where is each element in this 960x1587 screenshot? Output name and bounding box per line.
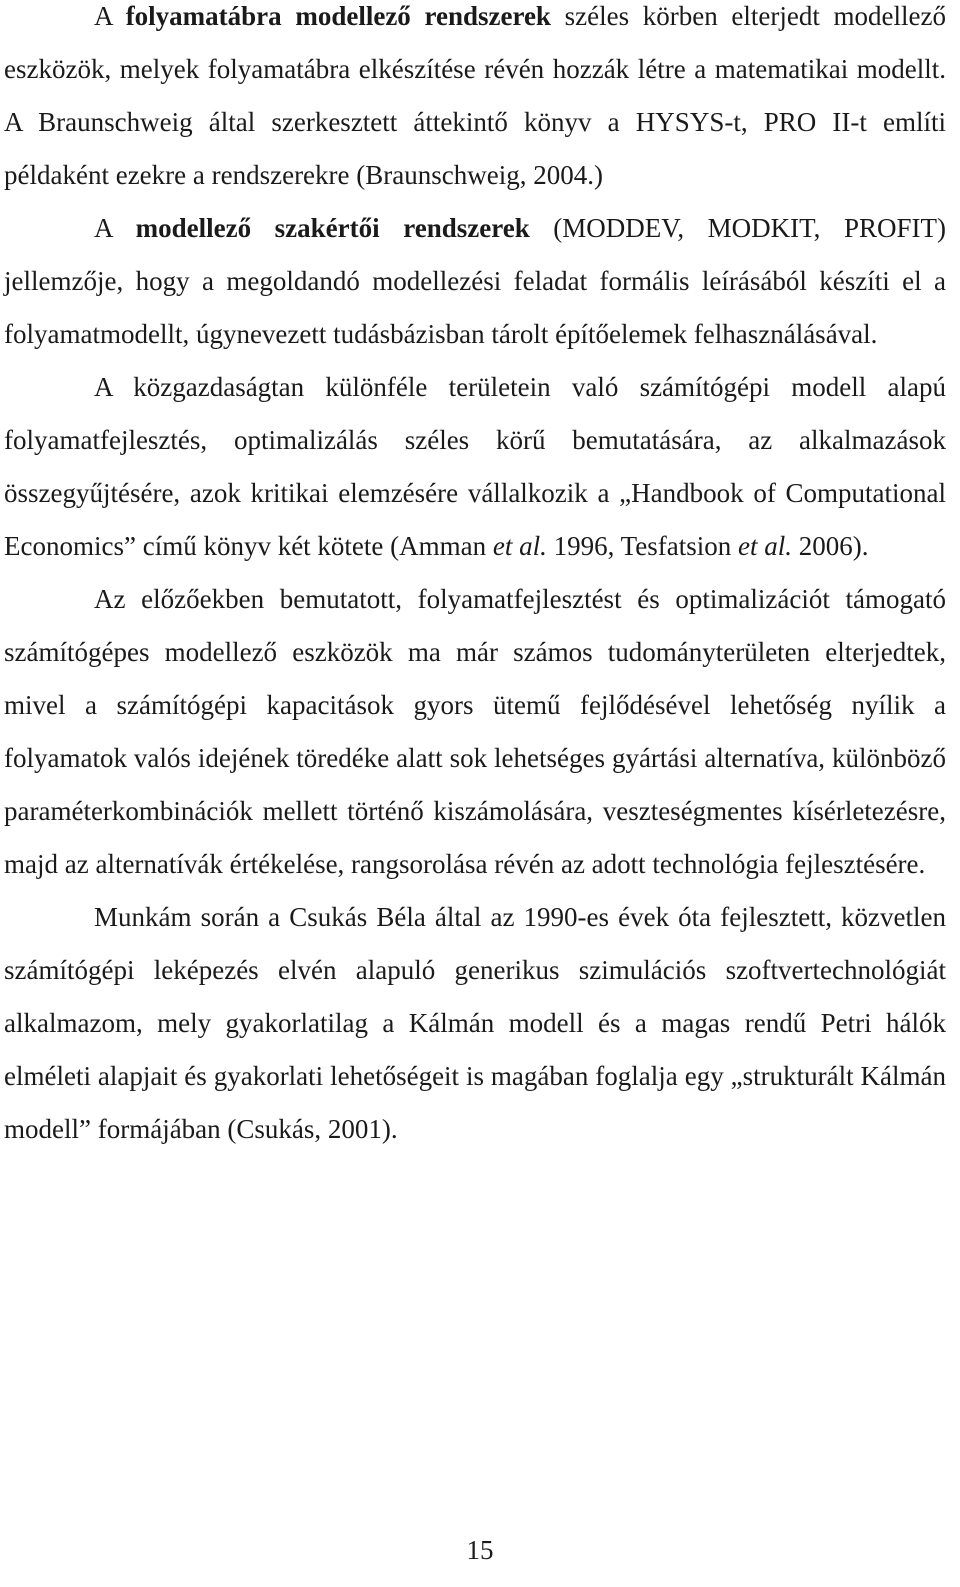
bold-term: folyamatábra modellező rendszerek [125, 1, 551, 31]
paragraph-text: (MODDEV, MODKIT, PROFIT) jellemzője, hogy a megoldandó modellezési feladat formális leírásából készíti el a folyamatmodellt, úgynevezett tudásbázisban tárolt építőelemek felhasználásával. [4, 213, 946, 349]
paragraph-text: 2006). [791, 531, 869, 561]
document-body [4, 0, 946, 1156]
paragraph-text: 1996, Tesfatsion [546, 531, 738, 561]
paragraph-expert-systems [4, 202, 946, 361]
paragraph-text: Az előzőekben bemutatott, folyamatfejlesztést és optimalizációt támogató számítógépes modellező eszközök ma már számos tudományterületen elterjedtek, mivel a számítógépi kapacitások gyors ütemű fejlődésével lehetőség nyílik a folyamatok valós idejének töredéke alatt sok lehetséges gyártási alternatíva, különböző paraméterkombinációk mellett történő kiszámolására, veszteségmentes kísérletezésre, majd az alternatívák értékelése, rangsorolása révén az adott technológia fejlesztésére. [4, 584, 946, 879]
italic-et-al: et al. [492, 531, 547, 561]
paragraph-flowsheet-systems [4, 0, 946, 202]
paragraph-modelling-tools [4, 573, 946, 891]
paragraph-own-work [4, 891, 946, 1156]
bold-term: modellező szakértői rendszerek [135, 213, 530, 243]
paragraph-text: A közgazdaságtan különféle területein való számítógépi modell alapú folyamatfejlesztés, optimalizálás széles körű bemutatására, az alkalmazások összegyűjtésére, azok kritikai elemzésére vállalkozik a „Handbook of Computational Economics” című könyv két kötete (Amman [4, 372, 946, 561]
paragraph-text: A [94, 213, 136, 243]
italic-et-al: et al. [737, 531, 792, 561]
paragraph-text: A [94, 1, 126, 31]
paragraph-text: Munkám során a Csukás Béla által az 1990-es évek óta fejlesztett, közvetlen számítógépi leképezés elvén alapuló generikus szimulációs szoftvertechnológiát alkalmazom, mely gyakorlatilag a Kálmán modell és a magas rendű Petri hálók elméleti alapjait és gyakorlati lehetőségeit is magában foglalja egy „strukturált Kálmán modell” formájában (Csukás, 2001). [4, 902, 946, 1144]
paragraph-economics [4, 361, 946, 573]
paragraph-text: széles körben elterjedt modellező eszközök, melyek folyamatábra elkészítése révén hozzák létre a matematikai modellt. A Braunschweig által szerkesztett áttekintő könyv a HYSYS-t, PRO II-t említi példaként ezekre a rendszerekre (Braunschweig, 2004.) [4, 1, 946, 190]
page-number: 15 [466, 1535, 494, 1565]
